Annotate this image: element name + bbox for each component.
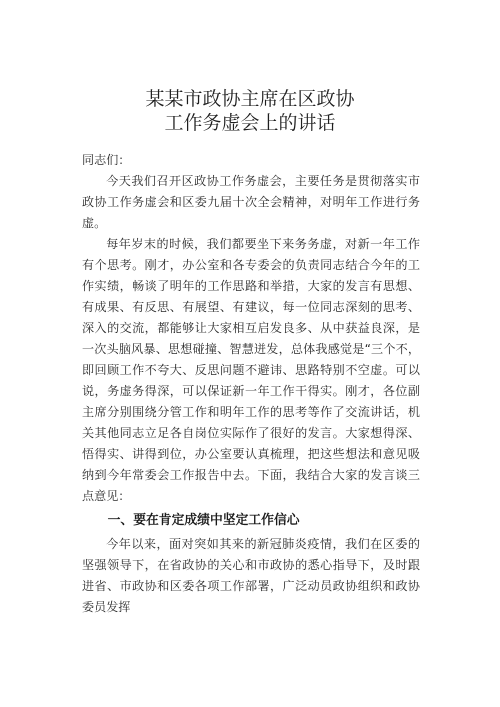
body-paragraph-1: 今天我们召开区政协工作务虚会，主要任务是贯彻落实市政协工作务虚会和区委九届十次全会精神，对明年工作进行务虚。 (82, 174, 420, 230)
document-title-line-2: 工作务虚会上的讲话 (164, 112, 336, 134)
salutation: 同志们： (82, 153, 131, 167)
document-body (82, 150, 420, 618)
section-heading: 一、要在肯定成绩中坚定工作信心 (107, 513, 300, 528)
body-paragraph-2: 每年岁末的时候，我们都要坐下来务务虚，对新一年工作有个思考。刚才，办公室和各专委会的负责同志结合今年的工作实绩，畅谈了明年的工作思路和举措，大家的发言有思想、有成果、有反思、有展望、有建议，每一位同志深刻的思考、深入的交流，都能够让大家相互启发良多、从中获益良深，是一次头脑风暴、思想碰撞、智慧迸发，总体我感觉是“三个不，即回顾工作不夸大、反思问题不避讳、思路特别不空虚。可以说，务虚务得深，可以保证新一年工作干得实。刚才，各位副主席分别围绕分管工作和明年工作的思考等作了交流讲话，机关其他同志立足各自岗位实际作了很好的发言。大家想得深、悟得实、讲得到位，办公室要认真梳理，把这些想法和意见吸纳到今年常委会工作报告中去。下面，我结合大家的发言谈三点意见： (82, 237, 420, 503)
section-paragraph: 今年以来，面对突如其来的新冠肺炎疫情，我们在区委的坚强领导下，在省政协的关心和市政协的悉心指导下，及时跟进省、市政协和区委各项工作部署，广泛动员政协组织和政协委员发挥 (82, 537, 420, 614)
document-title-line-1: 某某市政协主席在区政协 (145, 88, 355, 110)
